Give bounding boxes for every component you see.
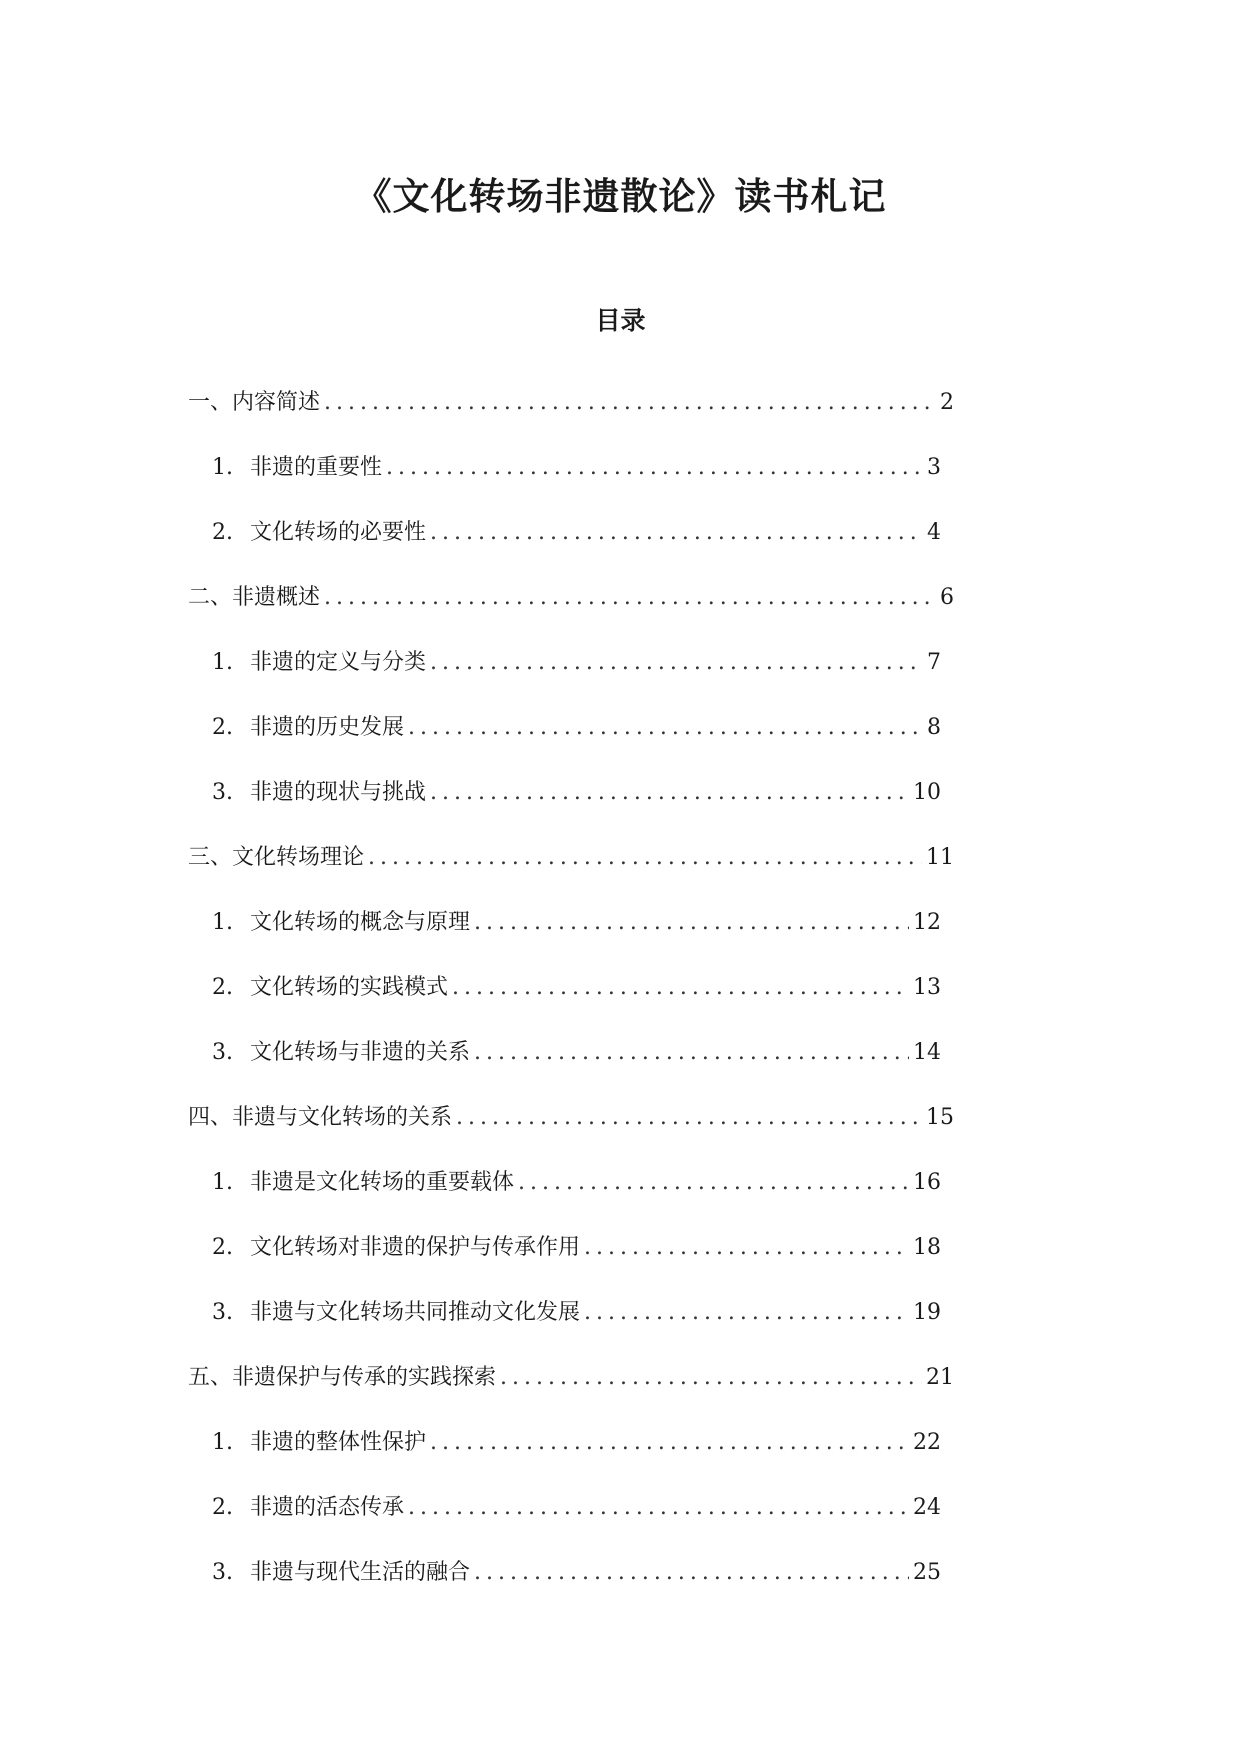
toc-section-entry[interactable]	[188, 1357, 954, 1422]
toc-entry-page-number: 14	[913, 1040, 941, 1065]
toc-entry-page-number: 7	[927, 650, 941, 675]
toc-entry-number: 3.	[212, 1300, 233, 1325]
toc-entry-label: 文化转场的实践模式	[250, 975, 449, 1000]
toc-entry-number: 2.	[212, 1495, 233, 1520]
toc-entry-label: 一、内容简述	[188, 390, 321, 415]
toc-entry-label: 四、非遗与文化转场的关系	[188, 1105, 453, 1130]
toc-entry-number: 1.	[212, 910, 233, 935]
dot-leader	[408, 707, 923, 749]
dot-leader	[430, 642, 923, 684]
dot-leader	[430, 1422, 909, 1464]
toc-entry-label: 非遗的现状与挑战	[250, 780, 427, 805]
dot-leader	[324, 382, 936, 424]
toc-section-entry[interactable]	[188, 837, 954, 902]
dot-leader	[474, 902, 909, 944]
toc-entry-label: 非遗的历史发展	[250, 715, 405, 740]
toc-entry-number: 2.	[212, 715, 233, 740]
dot-leader	[584, 1292, 909, 1334]
toc-entry-page-number: 11	[926, 845, 954, 870]
table-of-contents	[0, 382, 1241, 1617]
toc-entry-page-number: 4	[927, 520, 941, 545]
toc-entry-page-number: 13	[913, 975, 941, 1000]
toc-subsection-entry[interactable]	[212, 902, 941, 967]
dot-leader	[324, 577, 936, 619]
dot-leader	[430, 772, 909, 814]
toc-entry-number: 3.	[212, 780, 233, 805]
toc-subsection-entry[interactable]	[212, 642, 941, 707]
toc-subsection-entry[interactable]	[212, 1552, 941, 1617]
toc-entry-page-number: 8	[927, 715, 941, 740]
toc-subsection-entry[interactable]	[212, 512, 941, 577]
toc-subsection-entry[interactable]	[212, 1422, 941, 1487]
toc-entry-label: 非遗与文化转场共同推动文化发展	[250, 1300, 581, 1325]
toc-entry-label: 非遗是文化转场的重要载体	[250, 1170, 515, 1195]
document-title: 《文化转场非遗散论》读书札记	[354, 174, 887, 218]
toc-entry-label: 非遗与现代生活的融合	[250, 1560, 471, 1585]
toc-entry-number: 1.	[212, 650, 233, 675]
toc-entry-page-number: 21	[926, 1365, 954, 1390]
toc-entry-label: 三、文化转场理论	[188, 845, 365, 870]
toc-entry-label: 非遗的活态传承	[250, 1495, 405, 1520]
toc-entry-page-number: 2	[940, 390, 954, 415]
toc-entry-number: 2.	[212, 520, 233, 545]
toc-subsection-entry[interactable]	[212, 967, 941, 1032]
toc-entry-label: 非遗的重要性	[250, 455, 383, 480]
toc-entry-label: 五、非遗保护与传承的实践探索	[188, 1365, 497, 1390]
dot-leader	[368, 837, 922, 879]
toc-entry-label: 非遗的定义与分类	[250, 650, 427, 675]
toc-section-entry[interactable]	[188, 577, 954, 642]
toc-entry-number: 3.	[212, 1560, 233, 1585]
toc-entry-label: 文化转场对非遗的保护与传承作用	[250, 1235, 581, 1260]
dot-leader	[430, 512, 923, 554]
toc-subsection-entry[interactable]	[212, 1032, 941, 1097]
toc-entry-page-number: 24	[913, 1495, 941, 1520]
dot-leader	[584, 1227, 909, 1269]
toc-entry-page-number: 16	[913, 1170, 941, 1195]
toc-subsection-entry[interactable]	[212, 1162, 941, 1227]
toc-entry-label: 二、非遗概述	[188, 585, 321, 610]
toc-subsection-entry[interactable]	[212, 772, 941, 837]
toc-entry-page-number: 3	[927, 455, 941, 480]
toc-entry-page-number: 12	[913, 910, 941, 935]
toc-entry-number: 1.	[212, 455, 233, 480]
toc-subsection-entry[interactable]	[212, 1227, 941, 1292]
toc-entry-number: 3.	[212, 1040, 233, 1065]
toc-subsection-entry[interactable]	[212, 1292, 941, 1357]
toc-entry-page-number: 15	[926, 1105, 954, 1130]
toc-entry-number: 2.	[212, 975, 233, 1000]
toc-entry-label: 文化转场的概念与原理	[250, 910, 471, 935]
toc-entry-page-number: 22	[913, 1430, 941, 1455]
toc-entry-number: 1.	[212, 1170, 233, 1195]
toc-section-entry[interactable]	[188, 382, 954, 447]
toc-entry-number: 2.	[212, 1235, 233, 1260]
dot-leader	[386, 447, 923, 489]
toc-entry-label: 文化转场的必要性	[250, 520, 427, 545]
toc-entry-number: 1.	[212, 1430, 233, 1455]
toc-subsection-entry[interactable]	[212, 1487, 941, 1552]
toc-entry-label: 文化转场与非遗的关系	[250, 1040, 471, 1065]
dot-leader	[474, 1032, 909, 1074]
toc-entry-page-number: 25	[913, 1560, 941, 1585]
toc-entry-page-number: 19	[913, 1300, 941, 1325]
dot-leader	[518, 1162, 909, 1204]
toc-entry-page-number: 6	[940, 585, 954, 610]
toc-entry-page-number: 10	[913, 780, 941, 805]
dot-leader	[452, 967, 909, 1009]
dot-leader	[408, 1487, 909, 1529]
toc-subsection-entry[interactable]	[212, 447, 941, 512]
dot-leader	[500, 1357, 922, 1399]
dot-leader	[456, 1097, 922, 1139]
toc-entry-page-number: 18	[913, 1235, 941, 1260]
toc-subsection-entry[interactable]	[212, 707, 941, 772]
toc-heading: 目录	[595, 305, 646, 335]
dot-leader	[474, 1552, 909, 1594]
toc-section-entry[interactable]	[188, 1097, 954, 1162]
toc-entry-label: 非遗的整体性保护	[250, 1430, 427, 1455]
